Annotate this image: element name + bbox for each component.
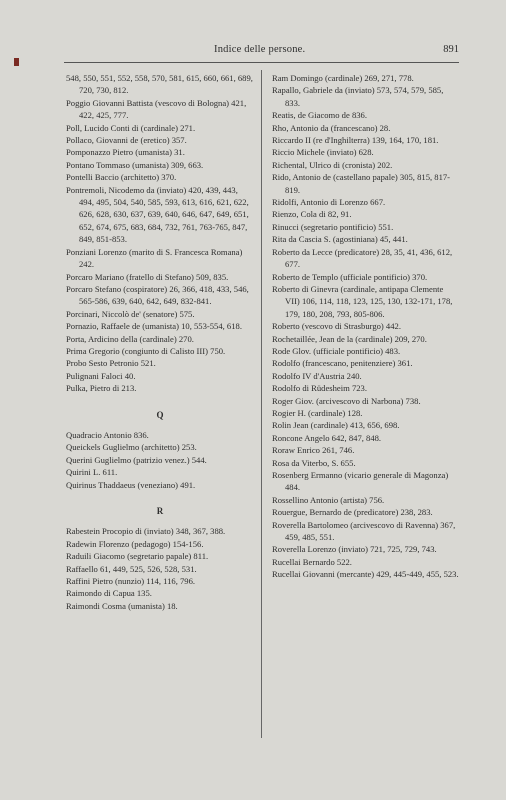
page-number: 891 <box>443 44 459 55</box>
index-entry: Richental, Ulrico di (cronista) 202. <box>272 159 393 170</box>
index-entry: Porta, Ardicino della (cardinale) 270. <box>66 333 194 344</box>
index-entry: Rochetaillée, Jean de la (cardinale) 209, 270. <box>272 333 427 344</box>
index-entry: Reatis, de Giacomo de 836. <box>272 110 367 121</box>
index-entry: Probo Sesto Petronio 521. <box>66 358 156 369</box>
page-edge-mark <box>14 58 19 66</box>
index-entry: Roraw Enrico 261, 746. <box>272 445 355 456</box>
index-entry: Porcaro Stefano (cospiratore) 26, 366, 418, 433, 546, 565-586, 639, 640, 642, 649, 832-841. <box>66 283 249 307</box>
index-entry: Pulignani Faloci 40. <box>66 370 136 381</box>
left-index-column <box>66 72 254 612</box>
index-entry: Queickels Guglielmo (architetto) 253. <box>66 442 197 453</box>
right-index-column <box>272 72 460 581</box>
index-entry: Porcinari, Niccolò de' (senatore) 575. <box>66 308 195 319</box>
section-letter: R <box>156 506 164 516</box>
index-entry: Rosa da Viterbo, S. 655. <box>272 457 356 468</box>
index-entry: Raduili Giacomo (segretario papale) 811. <box>66 551 209 562</box>
index-entry: Querini Guglielmo (patrizio venez.) 544. <box>66 454 207 465</box>
index-entry: Rabestein Procopio di (inviato) 348, 367, 388. <box>66 526 226 537</box>
running-title: Indice delle persone. <box>214 44 306 55</box>
index-entry: Rita da Cascia S. (agostiniana) 45, 441. <box>272 234 408 245</box>
index-entry: Raimondo di Capua 135. <box>66 588 152 599</box>
index-entry: Rucellai Bernardo 522. <box>272 556 352 567</box>
index-entry: Rogier H. (cardinale) 128. <box>272 407 363 418</box>
index-entry: Pontremoli, Nicodemo da (inviato) 420, 439, 443, 494, 495, 504, 540, 585, 593, 613, 616, 621, 622, 626, 628, 630, 637, 639, 640, 646, 647, 649, 651, 652, 674, 675, 683, 684, 732, 761, 763-765, 847, 849, 851-853. <box>66 184 249 245</box>
index-entry: Rinucci (segretario pontificio) 551. <box>272 221 394 232</box>
index-entry: Rodolfo IV d'Austria 240. <box>272 370 362 381</box>
index-entry: Rienzo, Cola di 82, 91. <box>272 209 352 220</box>
index-entry: Ridolfi, Antonio di Lorenzo 667. <box>272 197 386 208</box>
index-entry: Rho, Antonio da (francescano) 28. <box>272 122 391 133</box>
index-entry: Rodolfo di Rüdesheim 723. <box>272 383 368 394</box>
index-entry: Radewin Florenzo (pedagogo) 154-156. <box>66 538 204 549</box>
index-entry: Ram Domingo (cardinale) 269, 271, 778. <box>272 73 414 83</box>
index-entry: Rouergue, Bernardo de (predicatore) 238, 283. <box>272 507 433 518</box>
index-entry: Quirinus Thaddaeus (veneziano) 491. <box>66 479 196 490</box>
index-entry: Riccardo II (re d'Inghilterra) 139, 164, 170, 181. <box>272 135 439 146</box>
index-entry: Roberto (vescovo di Strasburgo) 442. <box>272 321 401 332</box>
index-entry: Pornazio, Raffaele de (umanista) 10, 553-554, 618. <box>66 321 242 332</box>
column-divider <box>261 70 262 738</box>
index-entry: Raimondi Cosma (umanista) 18. <box>66 600 178 611</box>
index-entry: Roberto de Templo (ufficiale pontificio) 370. <box>272 271 428 282</box>
section-letter: Q <box>156 409 164 420</box>
index-entry: Porcaro Mariano (fratello di Stefano) 509, 835. <box>66 271 229 282</box>
index-entry: Rosenberg Ermanno (vicario generale di Magonza) 484. <box>272 470 449 493</box>
index-entry: 548, 550, 551, 552, 558, 570, 581, 615, 660, 661, 689, 720, 730, 812. <box>66 73 253 96</box>
index-entry: Raffini Pietro (nunzio) 114, 116, 796. <box>66 576 196 587</box>
index-entry: Poll, Lucido Conti di (cardinale) 271. <box>66 122 196 133</box>
index-entry: Rossellino Antonio (artista) 756. <box>272 494 385 505</box>
index-entry: Rucellai Giovanni (mercante) 429, 445-449, 455, 523. <box>272 569 459 580</box>
index-entry: Roverella Bartolomeo (arcivescovo di Ravenna) 367, 459, 485, 551. <box>272 519 456 543</box>
index-entry: Roberto da Lecce (predicatore) 28, 35, 41, 436, 612, 677. <box>272 246 453 270</box>
index-entry: Rodolfo (francescano, penitenziere) 361. <box>272 358 413 369</box>
header-rule <box>64 62 459 63</box>
index-entry: Rapallo, Gabriele da (inviato) 573, 574, 579, 585, 833. <box>272 85 444 108</box>
index-entry: Pontano Tommaso (umanista) 309, 663. <box>66 159 204 170</box>
index-entry: Roncone Angelo 642, 847, 848. <box>272 432 382 443</box>
index-entry: Pulka, Pietro di 213. <box>66 383 137 394</box>
index-entry: Pontelli Baccio (architetto) 370. <box>66 172 177 183</box>
index-entry: Pomponazzo Pietro (umanista) 31. <box>66 147 185 158</box>
index-entry: Roger Giov. (arcivescovo di Narbona) 738. <box>272 395 421 406</box>
index-entry: Prima Gregorio (congiunto di Calisto III) 750. <box>66 345 226 356</box>
index-entry: Roberto di Ginevra (cardinale, antipapa Clemente VII) 106, 114, 118, 123, 125, 130, 132-171, 178, 179, 180, 208, 793, 805-806. <box>272 283 453 319</box>
index-entry: Poggio Giovanni Battista (vescovo di Bologna) 421, 422, 425, 777. <box>66 97 247 121</box>
index-entry: Rido, Antonio de (castellano papale) 305, 815, 817-819. <box>272 172 451 195</box>
index-entry: Rode Glov. (ufficiale pontificio) 483. <box>272 345 401 356</box>
index-entry: Riccio Michele (inviato) 628. <box>272 147 374 158</box>
index-entry: Pollaco, Giovanni de (eretico) 357. <box>66 135 187 146</box>
index-entry: Ponziani Lorenzo (marito di S. Francesca Romana) 242. <box>66 246 243 270</box>
index-entry: Quadracio Antonio 836. <box>66 429 149 440</box>
running-header <box>64 44 459 64</box>
index-entry: Raffaello 61, 449, 525, 526, 528, 531. <box>66 563 197 574</box>
index-entry: Quirini L. 611. <box>66 467 118 478</box>
index-entry: Rolin Jean (cardinale) 413, 656, 698. <box>272 420 400 431</box>
index-entry: Roverella Lorenzo (inviato) 721, 725, 729, 743. <box>272 544 437 555</box>
